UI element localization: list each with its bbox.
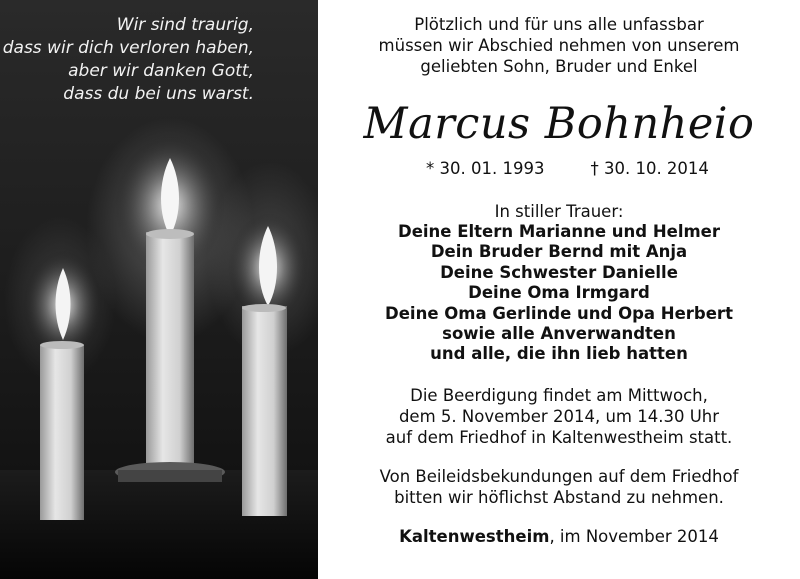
- intro-line: müssen wir Abschied nehmen von unserem: [378, 36, 740, 55]
- intro-line: geliebten Sohn, Bruder und Enkel: [420, 57, 698, 76]
- signature: [318, 526, 800, 547]
- condolence-line: bitten wir höflichst Abstand zu nehmen.: [394, 488, 724, 507]
- candles-photo: [0, 0, 318, 579]
- funeral-line: dem 5. November 2014, um 14.30 Uhr: [398, 407, 720, 426]
- intro-line: Plötzlich und für uns alle unfassbar: [414, 15, 704, 34]
- verse-line: Wir sind traurig,: [116, 15, 254, 35]
- verse-line: dass du bei uns warst.: [63, 84, 254, 104]
- death-date: † 30. 10. 2014: [590, 159, 709, 178]
- text-panel: [318, 0, 800, 579]
- signature-place: Kaltenwestheim: [399, 527, 550, 546]
- funeral-notice: [318, 385, 800, 448]
- mourner-line: Deine Oma Gerlinde und Opa Herbert: [385, 303, 733, 323]
- mourner-line: Deine Eltern Marianne und Helmer: [398, 222, 720, 241]
- condolence-line: Von Beileidsbekundungen auf dem Friedhof: [379, 467, 739, 486]
- mourner-line: Deine Schwester Danielle: [440, 262, 678, 282]
- mourners-list: [318, 222, 800, 365]
- mourner-line: und alle, die ihn lieb hatten: [430, 344, 688, 364]
- funeral-line: Die Beerdigung findet am Mittwoch,: [410, 386, 708, 405]
- deceased-name: Marcus Bohnheio: [363, 99, 755, 149]
- mourning-intro: In stiller Trauer:: [494, 202, 624, 221]
- life-dates: [426, 158, 709, 180]
- funeral-line: auf dem Friedhof in Kaltenwestheim statt.: [385, 428, 733, 447]
- verse: [0, 14, 254, 106]
- birth-date: * 30. 01. 1993: [426, 159, 545, 178]
- verse-line: aber wir danken Gott,: [68, 61, 254, 81]
- condolence-notice: [318, 466, 800, 508]
- mourner-line: Deine Oma Irmgard: [468, 283, 650, 303]
- intro-text: [318, 14, 800, 77]
- verse-line: dass wir dich verloren haben,: [2, 38, 254, 58]
- signature-date: , im November 2014: [549, 527, 719, 546]
- mourner-line: sowie alle Anverwandten: [442, 324, 676, 344]
- mourner-line: Dein Bruder Bernd mit Anja: [430, 242, 688, 262]
